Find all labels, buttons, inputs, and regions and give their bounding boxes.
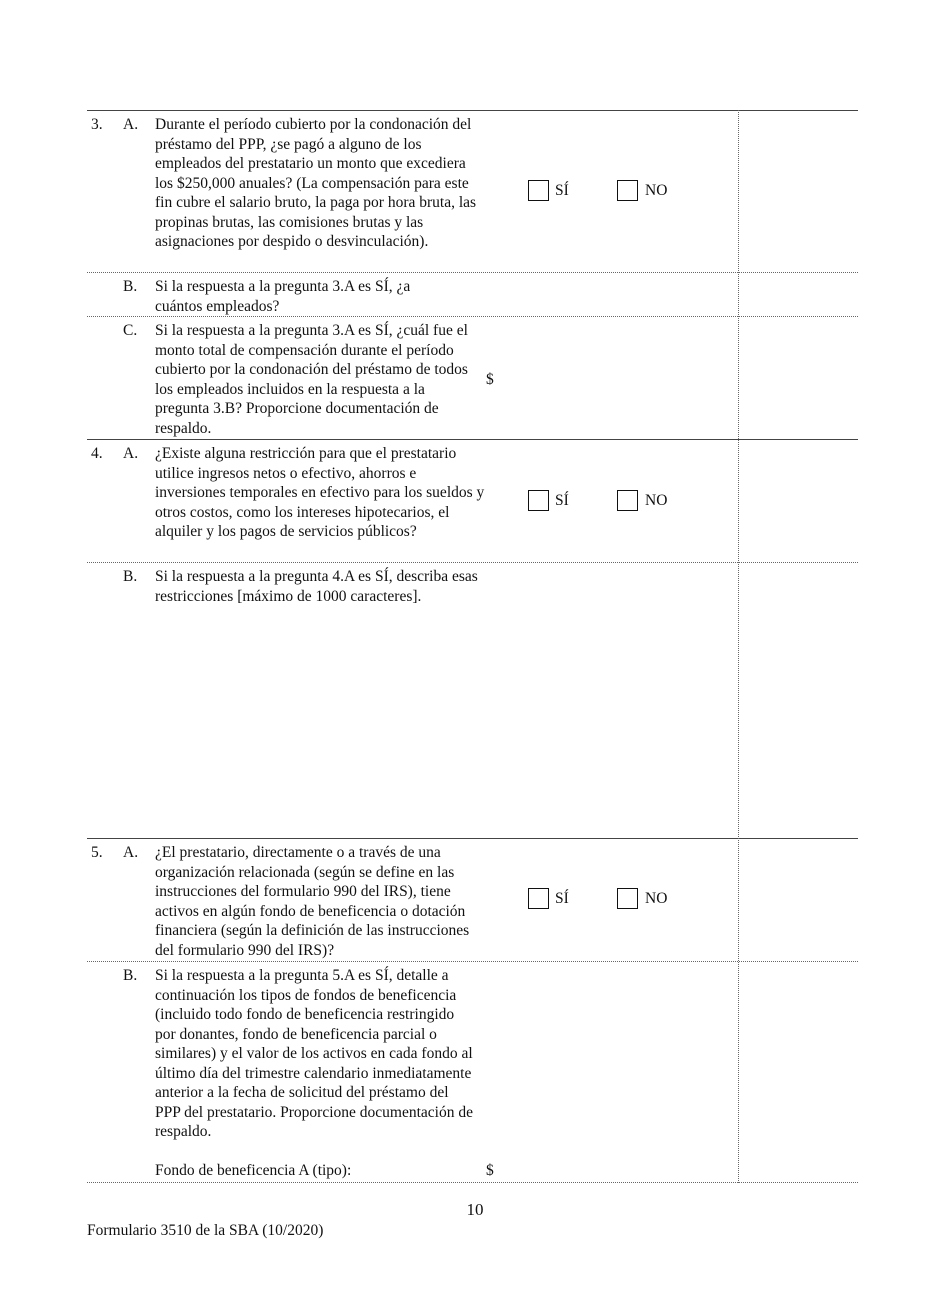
yes-label: SÍ	[555, 492, 569, 509]
item-letter: A.	[123, 116, 139, 133]
yes-checkbox[interactable]	[528, 490, 549, 511]
question-4a-text: ¿Existe alguna restricción para que el prestatario utilice ingresos netos o efectivo, ahorros e inversiones temporales en efectivo para los sueldos y otros costos, como los intereses hipotecarios, el alquiler y los pagos de servicios públicos?	[155, 445, 485, 540]
yes-checkbox[interactable]	[528, 180, 549, 201]
row-divider	[87, 1182, 858, 1183]
item-letter: A.	[123, 844, 139, 861]
question-5b-text: Si la respuesta a la pregunta 5.A es SÍ, detalle a continuación los tipos de fondos de beneficencia (incluido todo fondo de beneficencia restringido por donantes, fondo de beneficencia parcial o similares) y el valor de los activos en cada fondo al último día del trimestre calendario inmediatamente anterior a la fecha de solicitud del préstamo del PPP del prestatario. Proporcione documentación de respaldo.	[155, 967, 473, 1140]
currency-symbol: $	[486, 1162, 494, 1179]
row-divider	[87, 272, 858, 273]
question-number: 5.	[91, 844, 103, 861]
no-label: NO	[645, 182, 668, 199]
question-3b-text: Si la respuesta a la pregunta 3.A es SÍ, ¿a cuántos empleados?	[155, 278, 411, 315]
question-number: 4.	[91, 445, 103, 462]
row-divider	[87, 439, 858, 440]
question-3c-text: Si la respuesta a la pregunta 3.A es SÍ, ¿cuál fue el monto total de compensación durante el período cubierto por la condonación del préstamo de todos los empleados incluidos en la respuesta a la pregunta 3.B? Proporcione documentación de respaldo.	[155, 322, 468, 437]
restrictions-answer-area[interactable]	[155, 610, 730, 830]
yes-label: SÍ	[555, 182, 569, 199]
item-letter: B.	[123, 278, 138, 295]
yes-label: SÍ	[555, 890, 569, 907]
question-number: 3.	[91, 116, 103, 133]
no-label: NO	[645, 492, 668, 509]
form-footer: Formulario 3510 de la SBA (10/2020)	[87, 1222, 324, 1239]
question-5a-text: ¿El prestatario, directamente o a través de una organización relacionada (según se define en las instrucciones del formulario 990 del IRS), tiene activos en algún fondo de beneficencia o dotación financiera (según la definición de las instrucciones del formulario 990 del IRS)?	[155, 844, 470, 959]
item-letter: B.	[123, 568, 138, 585]
no-label: NO	[645, 890, 668, 907]
row-divider	[87, 562, 858, 563]
no-checkbox[interactable]	[617, 180, 638, 201]
question-3a-text: Durante el período cubierto por la condonación del préstamo del PPP, ¿se pagó a alguno de los empleados del prestatario un monto que excediera los $250,000 anuales? (La compensación para este fin cubre el salario bruto, la paga por hora bruta, las propinas brutas, las comisiones brutas y las asignaciones por despido o desvinculación).	[155, 116, 477, 250]
row-divider	[87, 838, 858, 839]
row-divider	[87, 961, 858, 962]
no-checkbox[interactable]	[617, 888, 638, 909]
no-checkbox[interactable]	[617, 490, 638, 511]
page-number: 10	[466, 1200, 484, 1219]
question-4b-text: Si la respuesta a la pregunta 4.A es SÍ, describa esas restricciones [máximo de 1000 caracteres].	[155, 568, 478, 605]
row-divider	[87, 316, 858, 317]
fund-a-label: Fondo de beneficencia A (tipo):	[155, 1162, 352, 1179]
currency-symbol: $	[486, 371, 494, 388]
item-letter: C.	[123, 322, 138, 339]
item-letter: A.	[123, 445, 139, 462]
row-divider	[87, 110, 858, 111]
column-divider	[738, 110, 739, 1183]
item-letter: B.	[123, 967, 138, 984]
yes-checkbox[interactable]	[528, 888, 549, 909]
